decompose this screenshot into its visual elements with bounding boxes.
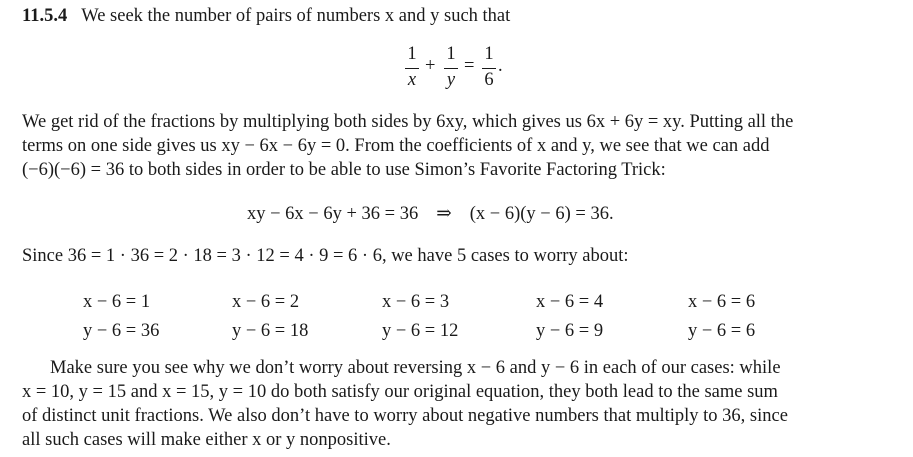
- equation-period: .: [498, 56, 503, 76]
- paragraph-line: (−6)(−6) = 36 to both sides in order to be able to use Simon’s Favorite Factoring Trick:: [22, 160, 666, 180]
- case-2-x: x − 6 = 2: [232, 292, 300, 312]
- fraction-denominator: 6: [484, 70, 494, 90]
- paragraph-line: We get rid of the fractions by multiplying both sides by 6xy, which gives us 6x + 6y = xy. Putting all the: [22, 112, 794, 132]
- factoring-equation: [247, 203, 614, 225]
- problem-number: 11.5.4: [22, 6, 68, 26]
- fraction-bar: [405, 68, 419, 69]
- case-3-y: y − 6 = 12: [382, 321, 459, 341]
- paragraph-line: Make sure you see why we don’t worry about reversing x − 6 and y − 6 in each of our cases: while: [50, 358, 781, 378]
- implies-arrow: ⇒: [436, 204, 452, 224]
- problem-intro: [22, 6, 510, 27]
- equals-sign: =: [464, 56, 475, 76]
- plus-sign: +: [425, 56, 436, 76]
- case-4-x: x − 6 = 4: [536, 292, 604, 312]
- fraction-numerator: 1: [484, 44, 494, 64]
- paragraph-line: all such cases will make either x or y nonpositive.: [22, 430, 391, 450]
- fraction-numerator: 1: [446, 44, 456, 64]
- factoring-left: xy − 6x − 6y + 36 = 36: [247, 204, 419, 224]
- paragraph-line: of distinct unit fractions. We also don’t have to worry about negative numbers that multiply to 36, since: [22, 406, 788, 426]
- factoring-right: (x − 6)(y − 6) = 36.: [469, 204, 614, 224]
- fraction-denominator: x: [407, 70, 417, 90]
- fraction-denominator: y: [446, 70, 456, 90]
- fraction-bar: [482, 68, 496, 69]
- fraction-numerator: 1: [407, 44, 417, 64]
- case-5-y: y − 6 = 6: [688, 321, 756, 341]
- intro-text: We seek the number of pairs of numbers x and y such that: [81, 6, 511, 26]
- case-1-y: y − 6 = 36: [83, 321, 160, 341]
- case-4-y: y − 6 = 9: [536, 321, 604, 341]
- paragraph-line: x = 10, y = 15 and x = 15, y = 10 do both satisfy our original equation, they both lead to the same sum: [22, 382, 778, 402]
- case-2-y: y − 6 = 18: [232, 321, 309, 341]
- case-3-x: x − 6 = 3: [382, 292, 450, 312]
- fraction-equation: [404, 44, 524, 96]
- case-5-x: x − 6 = 6: [688, 292, 756, 312]
- fraction-bar: [444, 68, 458, 69]
- paragraph-line: terms on one side gives us xy − 6x − 6y = 0. From the coefficients of x and y, we see that we can add: [22, 136, 770, 156]
- cases-intro: Since 36 = 1 · 36 = 2 · 18 = 3 · 12 = 4 · 9 = 6 · 6, we have 5 cases to worry about:: [22, 246, 629, 266]
- case-1-x: x − 6 = 1: [83, 292, 151, 312]
